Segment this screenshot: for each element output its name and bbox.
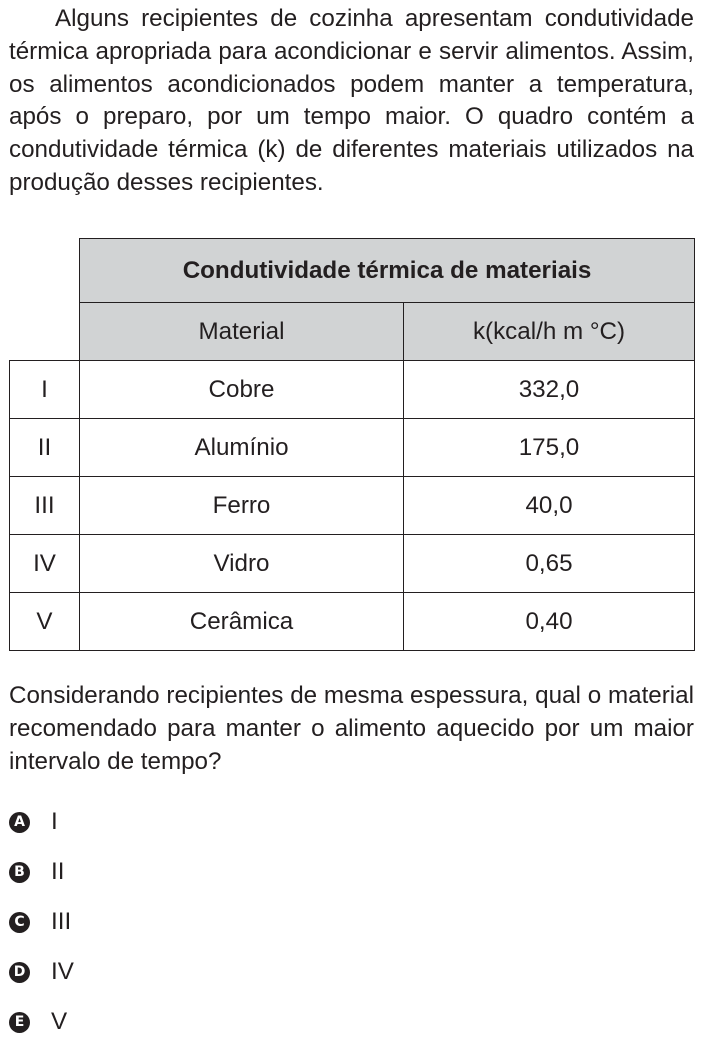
table-title-row: [10, 239, 695, 303]
table-row: [10, 361, 695, 419]
option-b[interactable]: [9, 847, 309, 897]
row-k: 175,0: [404, 419, 695, 477]
row-k: 0,40: [404, 593, 695, 651]
header-material: Material: [80, 303, 404, 361]
option-letter-badge: A: [9, 812, 30, 833]
table-row: [10, 477, 695, 535]
intro-paragraph: [9, 0, 694, 200]
row-id: V: [10, 593, 80, 651]
row-material: Vidro: [80, 535, 404, 593]
row-material: Alumínio: [80, 419, 404, 477]
table-title: Condutividade térmica de materiais: [80, 239, 695, 303]
row-k: 332,0: [404, 361, 695, 419]
question-text: Considerando recipientes de mesma espessura, qual o material recomendado para manter o alimento aquecido por um maior intervalo de tempo?: [9, 682, 694, 775]
table-header-row: [10, 303, 695, 361]
option-e[interactable]: [9, 997, 309, 1047]
table-row: [10, 419, 695, 477]
option-letter-badge: C: [9, 912, 30, 933]
option-text: III: [51, 908, 72, 935]
option-text: I: [51, 808, 58, 835]
option-letter-badge: D: [9, 962, 30, 983]
row-id: IV: [10, 535, 80, 593]
row-id: I: [10, 361, 80, 419]
intro-text: Alguns recipientes de cozinha apresentam condutividade térmica apropriada para acondicionar e servir alimentos. Assim, os alimentos acondicionados podem manter a temperatura, após o preparo, por um tempo maior. O quadro contém a condutividade térmica (k) de diferentes materiais utilizados na produção desses recipientes.: [9, 5, 694, 196]
option-text: V: [51, 1008, 68, 1035]
row-k: 0,65: [404, 535, 695, 593]
header-k: k(kcal/h m °C): [404, 303, 695, 361]
row-material: Cerâmica: [80, 593, 404, 651]
option-c[interactable]: [9, 897, 309, 947]
table-row: [10, 535, 695, 593]
option-letter-badge: E: [9, 1012, 30, 1033]
option-d[interactable]: [9, 947, 309, 997]
option-text: IV: [51, 958, 74, 985]
option-a[interactable]: [9, 797, 309, 847]
row-id: III: [10, 477, 80, 535]
row-id: II: [10, 419, 80, 477]
table-row: [10, 593, 695, 651]
conductivity-table: [9, 238, 695, 651]
option-text: II: [51, 858, 65, 885]
row-material: Ferro: [80, 477, 404, 535]
table-corner-blank: [10, 239, 80, 361]
row-k: 40,0: [404, 477, 695, 535]
row-material: Cobre: [80, 361, 404, 419]
option-letter-badge: B: [9, 862, 30, 883]
question-page: [9, 0, 694, 1035]
answer-options: [9, 797, 309, 1047]
